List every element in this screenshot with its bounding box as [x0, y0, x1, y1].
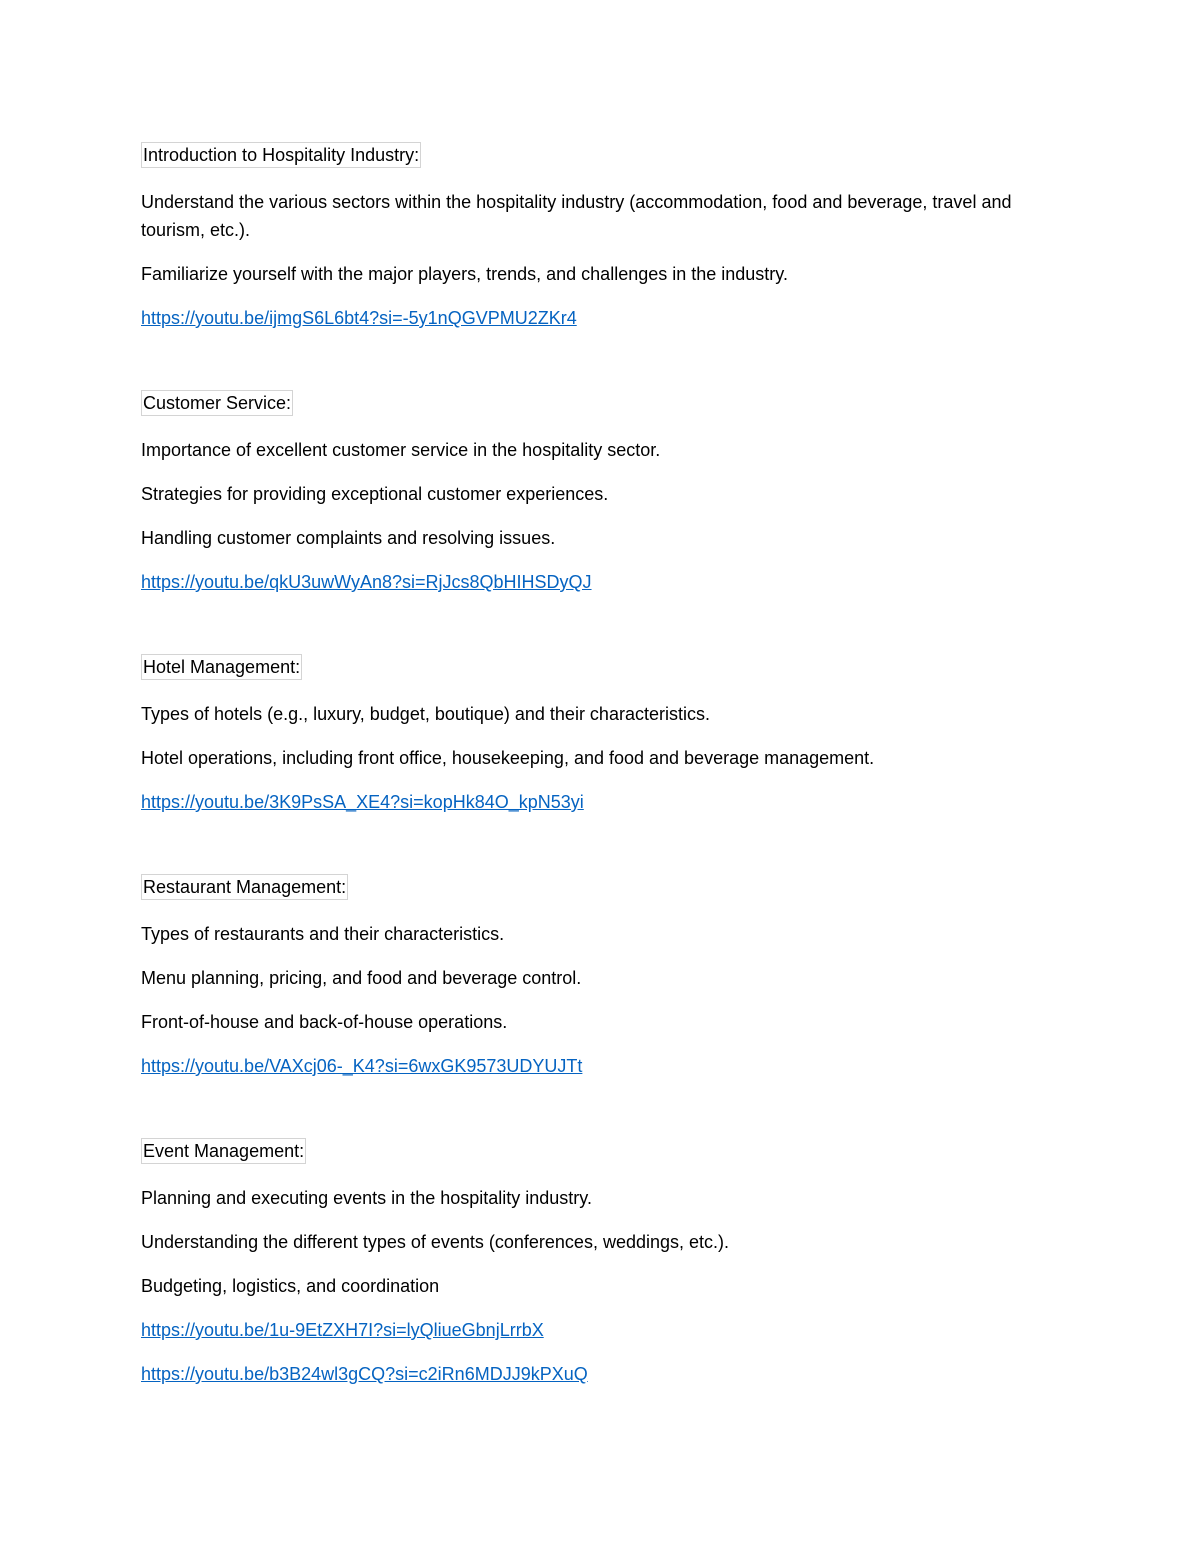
paragraph: Front-of-house and back-of-house operations. — [141, 1012, 508, 1032]
video-link[interactable]: https://youtu.be/VAXcj06-_K4?si=6wxGK9573UDYUJTt — [141, 1056, 583, 1076]
paragraph: Menu planning, pricing, and food and beverage control. — [141, 968, 582, 988]
section-heading: Event Management: — [141, 1138, 306, 1164]
video-link[interactable]: https://youtu.be/1u-9EtZXH7I?si=lyQliueGbnjLrrbX — [141, 1320, 544, 1340]
video-link[interactable]: https://youtu.be/b3B24wl3gCQ?si=c2iRn6MDJJ9kPXuQ — [141, 1364, 588, 1384]
paragraph: Budgeting, logistics, and coordination — [141, 1276, 440, 1296]
section-restaurant-management — [141, 874, 1041, 1096]
paragraph: Types of hotels (e.g., luxury, budget, boutique) and their characteristics. — [141, 704, 710, 724]
video-link[interactable]: https://youtu.be/ijmgS6L6bt4?si=-5y1nQGVPMU2ZKr4 — [141, 308, 577, 328]
section-heading: Introduction to Hospitality Industry: — [141, 142, 421, 168]
paragraph: Familiarize yourself with the major players, trends, and challenges in the industry. — [141, 264, 788, 284]
video-link[interactable]: https://youtu.be/3K9PsSA_XE4?si=kopHk84O_kpN53yi — [141, 792, 584, 812]
paragraph: Understand the various sectors within the hospitality industry (accommodation, food and beverage, travel and tourism, etc.). — [141, 192, 1012, 240]
paragraph: Hotel operations, including front office, housekeeping, and food and beverage management. — [141, 748, 875, 768]
paragraph: Planning and executing events in the hospitality industry. — [141, 1188, 592, 1208]
section-introduction — [141, 142, 1041, 348]
video-link[interactable]: https://youtu.be/qkU3uwWyAn8?si=RjJcs8QbHIHSDyQJ — [141, 572, 592, 592]
section-heading: Customer Service: — [141, 390, 293, 416]
section-customer-service — [141, 390, 1041, 612]
paragraph: Handling customer complaints and resolving issues. — [141, 528, 556, 548]
paragraph: Understanding the different types of events (conferences, weddings, etc.). — [141, 1232, 730, 1252]
paragraph: Types of restaurants and their characteristics. — [141, 924, 505, 944]
paragraph: Importance of excellent customer service in the hospitality sector. — [141, 440, 661, 460]
paragraph: Strategies for providing exceptional customer experiences. — [141, 484, 609, 504]
section-event-management — [141, 1138, 1041, 1404]
section-heading: Hotel Management: — [141, 654, 302, 680]
document-body — [141, 142, 1041, 1404]
section-heading: Restaurant Management: — [141, 874, 348, 900]
section-hotel-management — [141, 654, 1041, 832]
